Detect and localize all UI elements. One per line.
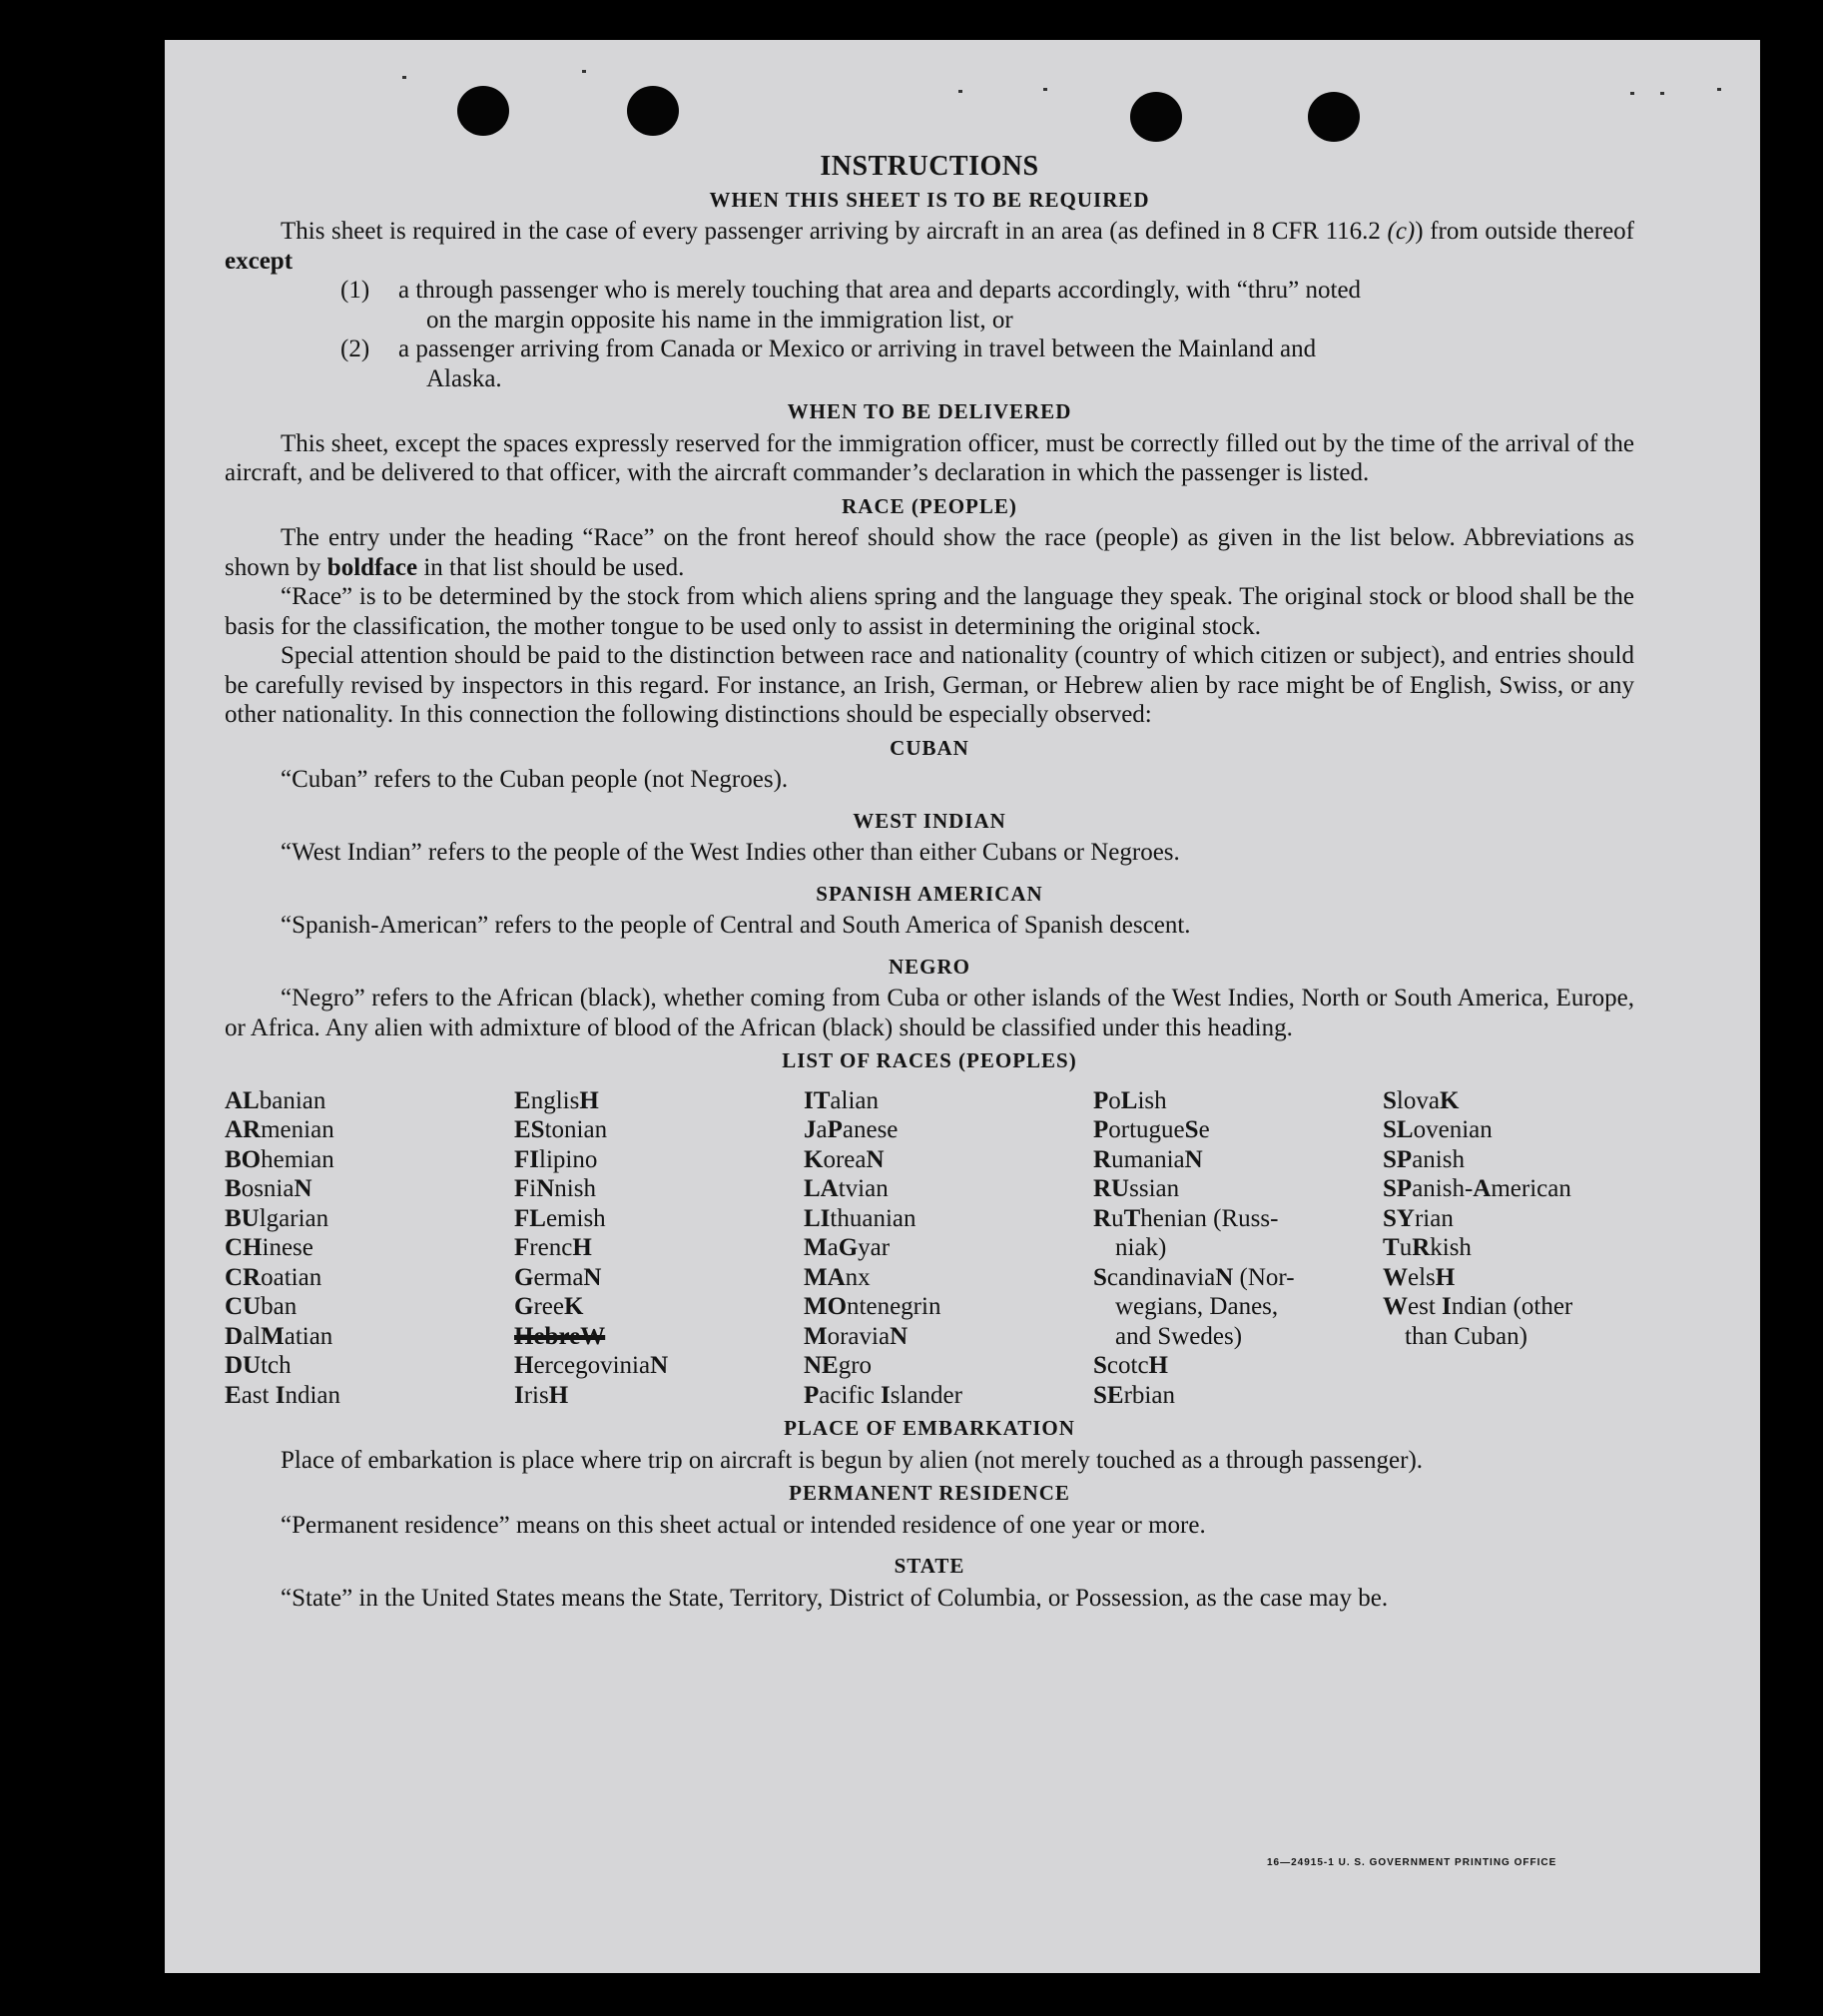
exception-text <box>398 335 1634 393</box>
race-name-part: u <box>1399 1234 1413 1261</box>
race-abbreviation: H <box>548 1381 569 1409</box>
race-entry <box>1093 1204 1383 1263</box>
speck <box>1630 92 1634 95</box>
race-name-part: o <box>1108 1086 1121 1114</box>
race-abbreviation: CU <box>225 1293 262 1320</box>
race-abbreviation: F <box>514 1175 530 1202</box>
race-name-part: tch <box>261 1352 292 1379</box>
exception-number: (2) <box>340 336 370 362</box>
race-entry <box>225 1204 514 1234</box>
race-name-part: rbian <box>1123 1381 1175 1409</box>
race-name-part: a <box>816 1116 828 1143</box>
race-abbreviation: IT <box>804 1086 831 1114</box>
race-name-part: umania <box>1111 1145 1185 1173</box>
race-name-part: anish- <box>1412 1175 1474 1202</box>
race-entry <box>1093 1263 1383 1352</box>
race-entry <box>804 1233 1093 1263</box>
race-abbreviation: I <box>881 1381 891 1409</box>
race-entry <box>514 1292 804 1322</box>
punch-hole <box>457 86 509 136</box>
race-entry <box>804 1174 1093 1204</box>
race-abbreviation: H <box>514 1352 534 1379</box>
race-entry <box>1093 1381 1383 1411</box>
race-entry <box>225 1322 514 1352</box>
race-abbreviation: DU <box>225 1352 262 1379</box>
race-abbreviation: N <box>1215 1263 1234 1291</box>
speck <box>1660 92 1664 95</box>
exception-text <box>398 276 1634 335</box>
race-name-part: candinavia <box>1106 1263 1216 1291</box>
race-entry <box>514 1322 804 1352</box>
race-abbreviation: T <box>1383 1234 1400 1261</box>
race-abbreviation: P <box>1093 1116 1109 1143</box>
speck <box>402 76 406 79</box>
race-abbreviation: M <box>804 1322 828 1350</box>
state-text: “State” in the United States means the State, Territory, District of Columbia, or Possession, as the case may be. <box>281 1584 1389 1612</box>
punch-hole <box>1308 92 1360 142</box>
race-abbreviation: S <box>1093 1263 1107 1291</box>
race-entry <box>514 1351 804 1381</box>
race-entry <box>225 1115 514 1145</box>
race-entry <box>804 1351 1093 1381</box>
race-name-part: menian <box>261 1116 334 1143</box>
race-entry <box>804 1086 1093 1116</box>
race-entry <box>225 1263 514 1293</box>
race-name-part: hemian <box>261 1145 334 1173</box>
residence-text: “Permanent residence” means on this sheet actual or intended residence of one year or more. <box>281 1511 1206 1539</box>
race-name-part: yar <box>858 1234 891 1261</box>
race-entry <box>1383 1292 1634 1351</box>
race-abbreviation: ES <box>514 1116 545 1143</box>
race-name-part: u <box>1111 1204 1124 1232</box>
race-column <box>1383 1086 1634 1411</box>
race-name-part: e <box>1198 1116 1210 1143</box>
race-entry <box>1383 1263 1634 1293</box>
race-paragraph-3: Special attention should be paid to the distinction between race and nationality (country of which citizen or subject), and entries should be carefully revised by inspectors in this regard. For instance, an Irish, German, or Hebrew alien by race might be of English, Swiss, or any other nationality. In this connection the following distinctions should be especially observed: <box>225 642 1634 728</box>
race-entry <box>804 1322 1093 1352</box>
speck <box>582 70 586 73</box>
race-name-part: ree <box>533 1293 564 1320</box>
race-entry <box>514 1145 804 1175</box>
heading-list-of-races: LIST OF RACES (PEOPLES) <box>782 1048 1077 1072</box>
race-column <box>804 1086 1093 1411</box>
race-name-part: erma <box>533 1263 584 1291</box>
race-abbreviation: MA <box>804 1263 846 1291</box>
race-abbreviation: H <box>579 1086 599 1114</box>
heading-negro: NEGRO <box>888 954 970 979</box>
race-abbreviation: D <box>225 1322 244 1350</box>
race-name-part: ovenian <box>1413 1116 1493 1143</box>
race-abbreviation: SL <box>1383 1116 1414 1143</box>
race-abbreviation: S <box>1383 1086 1397 1114</box>
race-name-part: renc <box>529 1234 573 1261</box>
race-abbreviation: HebreW <box>514 1322 606 1350</box>
race-abbreviation: R <box>1093 1204 1112 1232</box>
race-entry <box>1093 1115 1383 1145</box>
exception-line: Alaska. <box>426 364 502 392</box>
punch-hole <box>627 86 679 136</box>
race-name-part: al <box>243 1322 262 1350</box>
race-abbreviation: SE <box>1093 1381 1124 1409</box>
race-abbreviation: SP <box>1383 1175 1413 1202</box>
race-abbreviation: N <box>866 1145 885 1173</box>
race-abbreviation: L <box>1120 1086 1138 1114</box>
race-entry <box>804 1381 1093 1411</box>
race-abbreviation: SY <box>1383 1204 1415 1232</box>
race-entry <box>804 1115 1093 1145</box>
race-abbreviation: SP <box>1383 1145 1413 1173</box>
race-entry <box>804 1292 1093 1322</box>
race-name-part: nglis <box>530 1086 580 1114</box>
race-entry <box>225 1174 514 1204</box>
race-name-part: oravia <box>827 1322 891 1350</box>
race-abbreviation: CH <box>225 1234 263 1261</box>
race-abbreviation: LA <box>804 1175 839 1202</box>
race-name-part: inese <box>262 1234 313 1261</box>
race-abbreviation: N <box>650 1352 669 1379</box>
race-entry <box>514 1115 804 1145</box>
race-column <box>514 1086 804 1411</box>
race-abbreviation: M <box>261 1322 285 1350</box>
race-abbreviation: BO <box>225 1145 262 1173</box>
race-abbreviation: RU <box>1093 1175 1130 1202</box>
race-entry <box>514 1263 804 1293</box>
race-entry <box>1383 1233 1634 1263</box>
race-entry <box>225 1233 514 1263</box>
race-entry <box>1093 1145 1383 1175</box>
race-name-continuation: niak) <box>1115 1234 1167 1261</box>
race-entry <box>1093 1086 1383 1116</box>
exception-number: (1) <box>340 277 370 304</box>
race-abbreviation: R <box>1093 1145 1112 1173</box>
document-sheet <box>165 40 1760 1973</box>
race-name-part: ast <box>241 1381 276 1409</box>
race-name-continuation: and Swedes) <box>1115 1322 1243 1350</box>
race-name-part: cotc <box>1106 1352 1149 1379</box>
race-name-part: gro <box>838 1352 873 1379</box>
heading-when-delivered: WHEN TO BE DELIVERED <box>787 399 1072 423</box>
race-name-part: emish <box>545 1204 606 1232</box>
race-abbreviation: MO <box>804 1293 848 1320</box>
race-name-part: merican <box>1491 1175 1571 1202</box>
race-name-part: ssian <box>1129 1175 1180 1202</box>
required-intro-bold: except <box>225 247 294 275</box>
race-entry <box>514 1086 804 1116</box>
race-abbreviation: N <box>294 1175 312 1202</box>
race-entry <box>514 1174 804 1204</box>
race-abbreviation: A <box>1473 1175 1492 1202</box>
negro-text: “Negro” refers to the African (black), whether coming from Cuba or other islands of the West Indies, North or South America, Europe, or Africa. Any alien with admixture of blood of the African (black) should be classified under this heading. <box>225 985 1634 1041</box>
race-abbreviation: FI <box>514 1145 539 1173</box>
race-abbreviation: G <box>514 1263 534 1291</box>
race-paragraph-2: “Race” is to be determined by the stock from which aliens spring and the language they speak. The original stock or blood shall be the basis for the classification, the mother tongue to be used only to assist in determining the original stock. <box>225 583 1634 640</box>
race-abbreviation: K <box>563 1293 584 1320</box>
race-entry <box>225 1145 514 1175</box>
race-abbreviation: T <box>1123 1204 1141 1232</box>
exception-item-2 <box>340 335 1634 393</box>
race-name-part: banian <box>259 1086 326 1114</box>
race-abbreviation: CR <box>225 1263 262 1291</box>
race-name-part: oatian <box>261 1263 322 1291</box>
race-abbreviation: E <box>514 1086 531 1114</box>
heading-spanish-american: SPANISH AMERICAN <box>816 881 1043 906</box>
embarkation-text: Place of embarkation is place where trip on aircraft is begun by alien (not merely touched as a through passenger). <box>281 1446 1424 1474</box>
race-entry <box>225 1292 514 1322</box>
race-abbreviation: N <box>1184 1145 1203 1173</box>
race-name-part: els <box>1408 1263 1436 1291</box>
race-entry <box>1383 1174 1634 1204</box>
race-name-part: tvian <box>838 1175 889 1202</box>
race-abbreviation: I <box>275 1381 286 1409</box>
race-name-part: kish <box>1430 1234 1472 1261</box>
race-name-part: ndian <box>285 1381 340 1409</box>
race-entry <box>1383 1145 1634 1175</box>
west-indian-text: “West Indian” refers to the people of the West Indies other than either Cubans or Negroes. <box>281 839 1180 866</box>
race-p1-bold: boldface <box>326 553 418 581</box>
race-entry <box>225 1381 514 1411</box>
exception-item-1 <box>340 276 1634 335</box>
race-entry <box>804 1145 1093 1175</box>
heading-permanent-residence: PERMANENT RESIDENCE <box>789 1481 1070 1505</box>
race-name-part: ercegovinia <box>533 1352 651 1379</box>
race-entry <box>514 1233 804 1263</box>
race-entry <box>1383 1115 1634 1145</box>
heading-state: STATE <box>894 1554 965 1578</box>
race-abbreviation: FL <box>514 1204 546 1232</box>
required-intro-text: This sheet is required in the case of every passenger arriving by aircraft in an area (as defined in 8 CFR 116.2 <box>281 218 1388 245</box>
race-column <box>1093 1086 1383 1411</box>
race-name-continuation: than Cuban) <box>1405 1322 1527 1350</box>
race-entry <box>1383 1204 1634 1234</box>
race-entry <box>225 1351 514 1381</box>
race-name-part: orea <box>823 1145 867 1173</box>
race-list <box>225 1086 1634 1411</box>
race-name-part: ortugue <box>1108 1116 1185 1143</box>
race-abbreviation: S <box>1093 1352 1107 1379</box>
race-name-part: tonian <box>544 1116 608 1143</box>
race-abbreviation: P <box>1093 1086 1109 1114</box>
required-intro-italic: (c) <box>1387 218 1416 245</box>
race-abbreviation: P <box>804 1381 820 1409</box>
race-name-part: ntenegrin <box>847 1293 941 1320</box>
race-abbreviation: BU <box>225 1204 260 1232</box>
cuban-text: “Cuban” refers to the Cuban people (not Negroes). <box>281 766 789 793</box>
race-abbreviation: M <box>804 1234 828 1261</box>
required-intro <box>225 217 1634 276</box>
race-name-part: ris <box>523 1381 549 1409</box>
race-entry <box>225 1086 514 1116</box>
race-abbreviation: AL <box>225 1086 260 1114</box>
heading-when-required: WHEN THIS SHEET IS TO BE REQUIRED <box>709 187 1150 212</box>
race-name-part: ban <box>261 1293 298 1320</box>
race-name-part: nx <box>845 1263 871 1291</box>
race-name-part: henian (Russ- <box>1140 1204 1279 1232</box>
race-abbreviation: W <box>1383 1263 1408 1291</box>
race-name-part: osnia <box>241 1175 295 1202</box>
race-abbreviation: S <box>1184 1116 1199 1143</box>
race-name-part: anish <box>1412 1145 1465 1173</box>
race-name-part: rian <box>1414 1204 1454 1232</box>
race-name-part: alian <box>830 1086 879 1114</box>
race-abbreviation: E <box>225 1381 242 1409</box>
race-name-continuation: wegians, Danes, <box>1115 1293 1279 1320</box>
heading-west-indian: WEST INDIAN <box>853 808 1006 833</box>
race-name-part: lipino <box>539 1145 598 1173</box>
race-name-part: ndian (other <box>1451 1293 1573 1320</box>
race-name-part: atian <box>284 1322 333 1350</box>
race-abbreviation: W <box>1383 1293 1408 1320</box>
race-abbreviation: K <box>1439 1086 1460 1114</box>
speck <box>1043 88 1047 91</box>
race-entry <box>514 1381 804 1411</box>
speck <box>1717 88 1721 91</box>
instructions-body <box>225 152 1634 1613</box>
race-abbreviation: J <box>804 1116 817 1143</box>
punch-hole <box>1130 92 1182 142</box>
race-abbreviation: N <box>890 1322 909 1350</box>
race-abbreviation: H <box>1435 1263 1456 1291</box>
race-name-part: acific <box>819 1381 882 1409</box>
race-name-part: lgarian <box>259 1204 329 1232</box>
speck <box>958 90 962 93</box>
race-name-part: anese <box>842 1116 899 1143</box>
race-entry <box>1383 1086 1634 1116</box>
race-name-part: slander <box>890 1381 962 1409</box>
race-paragraph-1 <box>225 523 1634 582</box>
heading-race: RACE (PEOPLE) <box>842 493 1017 518</box>
delivered-text: This sheet, except the spaces expressly reserved for the immigration officer, must be correctly filled out by the time of the arrival of the aircraft, and be delivered to that officer, with the aircraft commander’s declaration in which the passenger is listed. <box>225 429 1634 486</box>
race-name-part: (Nor- <box>1233 1263 1295 1291</box>
page-title: INSTRUCTIONS <box>820 151 1039 182</box>
race-abbreviation: B <box>225 1175 242 1202</box>
exception-line: on the margin opposite his name in the immigration list, or <box>426 306 1013 334</box>
spanish-american-text: “Spanish-American” refers to the people of Central and South America of Spanish descent. <box>281 912 1191 939</box>
race-abbreviation: G <box>514 1293 534 1320</box>
race-column <box>225 1086 514 1411</box>
exception-line: a passenger arriving from Canada or Mexico or arriving in travel between the Mainland and <box>398 336 1317 362</box>
race-abbreviation: G <box>838 1234 859 1261</box>
race-name-part: est <box>1408 1293 1443 1320</box>
race-name-part: i <box>529 1175 537 1202</box>
race-p1-text-end: in that list should be used. <box>417 553 685 581</box>
race-abbreviation: F <box>514 1234 530 1261</box>
race-abbreviation: LI <box>804 1204 831 1232</box>
race-abbreviation: I <box>1442 1293 1452 1320</box>
race-abbreviation: N <box>583 1263 602 1291</box>
race-abbreviation: N <box>536 1175 555 1202</box>
heading-place-of-embarkation: PLACE OF EMBARKATION <box>784 1416 1075 1440</box>
race-name-part: a <box>827 1234 839 1261</box>
race-p1-text: The entry under the heading “Race” on the front hereof should show the race (people) as given in the list below. Abbreviations as shown by <box>225 524 1634 581</box>
race-abbreviation: R <box>1412 1234 1431 1261</box>
race-abbreviation: NE <box>804 1352 839 1379</box>
race-entry <box>804 1204 1093 1234</box>
race-name-part: lova <box>1396 1086 1440 1114</box>
required-intro-text2: ) from outside thereof <box>1415 218 1634 245</box>
printing-office-code: 16—24915-1 U. S. GOVERNMENT PRINTING OFFICE <box>1267 1857 1557 1868</box>
heading-cuban: CUBAN <box>890 735 969 760</box>
race-abbreviation: P <box>827 1116 843 1143</box>
race-abbreviation: K <box>804 1145 824 1173</box>
race-entry <box>804 1263 1093 1293</box>
race-abbreviation: H <box>572 1234 592 1261</box>
race-name-part: nish <box>554 1175 596 1202</box>
race-name-part: ish <box>1137 1086 1167 1114</box>
race-entry <box>1093 1174 1383 1204</box>
race-abbreviation: H <box>1148 1352 1168 1379</box>
race-abbreviation: I <box>514 1381 524 1409</box>
race-entry <box>514 1204 804 1234</box>
race-entry <box>1093 1351 1383 1381</box>
race-abbreviation: AR <box>225 1116 262 1143</box>
race-name-part: thuanian <box>830 1204 916 1232</box>
exception-line: a through passenger who is merely touching that area and departs accordingly, with “thru” noted <box>398 277 1362 304</box>
